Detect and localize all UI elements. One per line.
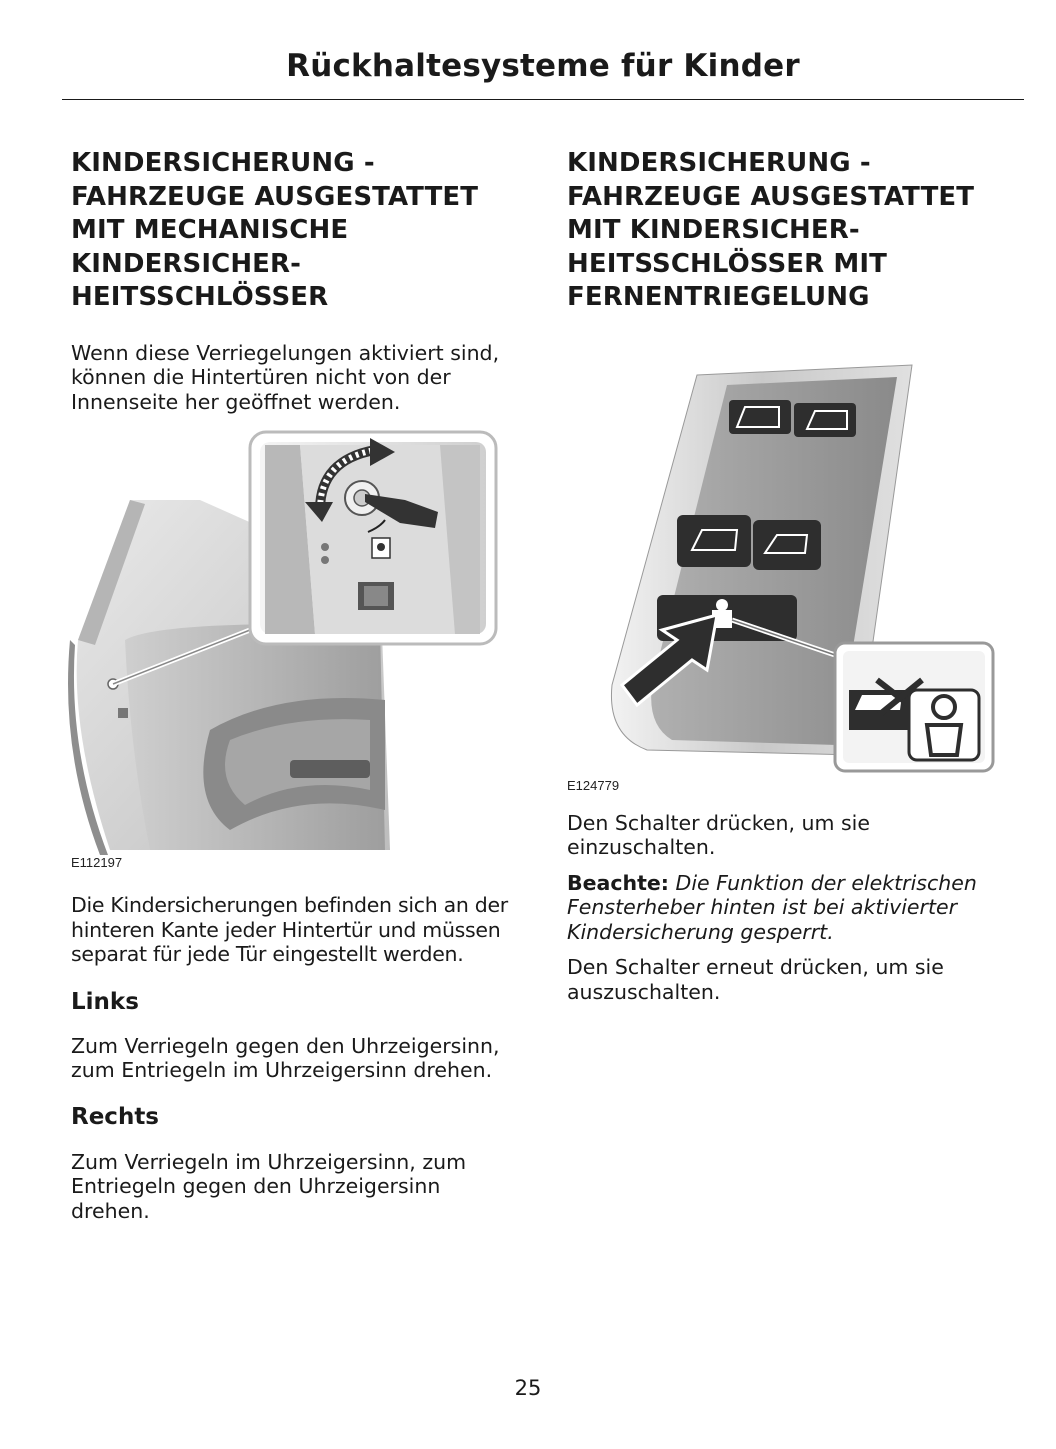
links-heading: Links xyxy=(71,988,139,1015)
press-off-paragraph xyxy=(567,955,1007,1004)
heading-line: KINDERSICHERUNG - xyxy=(567,148,871,178)
window-switch-illustration xyxy=(567,355,1007,785)
page-title: Rückhaltesysteme für Kinder xyxy=(286,48,800,84)
figure-id-label: E112197 xyxy=(71,855,123,871)
text-line: Den Schalter drücken, um sie xyxy=(567,810,870,835)
note-paragraph xyxy=(567,871,1007,945)
page-number: 25 xyxy=(514,1376,542,1400)
note-text: Kindersicherung gesperrt. xyxy=(567,919,834,944)
text-line: Wenn diese Verriegelungen aktiviert sind, xyxy=(71,340,500,365)
location-paragraph xyxy=(71,893,523,967)
links-paragraph xyxy=(71,1034,523,1083)
heading-line: MIT KINDERSICHER- xyxy=(567,215,860,246)
right-column xyxy=(567,147,1007,1004)
text-line: auszuschalten. xyxy=(567,979,721,1004)
text-line: Entriegeln gegen den Uhrzeigersinn drehen. xyxy=(71,1174,441,1223)
press-on-paragraph xyxy=(567,811,1007,860)
text-line: können die Hintertüren nicht von der xyxy=(71,365,451,390)
heading-line: FERNENTRIEGELUNG xyxy=(567,282,870,313)
window-switch-figure xyxy=(567,355,1007,795)
figure-id-label: E124779 xyxy=(567,777,620,793)
right-section-heading xyxy=(567,147,1007,315)
header-divider xyxy=(62,99,1024,100)
text-line: hinteren Kante jeder Hintertür und müssen xyxy=(71,917,501,942)
heading-line: FAHRZEUGE AUSGESTATTET xyxy=(71,181,479,212)
note-text: Die Funktion der elektrischen xyxy=(675,870,977,895)
heading-line: HEITSSCHLÖSSER xyxy=(71,282,329,313)
note-text: Fensterheber hinten ist bei aktivierter xyxy=(567,895,958,920)
rechts-paragraph xyxy=(71,1150,523,1224)
left-intro-paragraph xyxy=(71,341,523,415)
text-line: zum Entriegeln im Uhrzeigersinn drehen. xyxy=(71,1058,493,1083)
door-child-lock-figure xyxy=(0,430,500,871)
text-line: Die Kindersicherungen befinden sich an der xyxy=(71,893,508,918)
left-section-heading xyxy=(71,147,523,315)
text-line: Zum Verriegeln im Uhrzeigersinn, zum xyxy=(71,1149,467,1174)
text-line: Innenseite her geöffnet werden. xyxy=(71,389,401,414)
heading-line: HEITSSCHLÖSSER MIT xyxy=(567,248,887,279)
text-line: separat für jede Tür eingestellt werden. xyxy=(71,942,464,967)
note-label: Beachte: xyxy=(567,870,670,895)
heading-line: MIT MECHANISCHE xyxy=(71,215,349,246)
text-line: Den Schalter erneut drücken, um sie xyxy=(567,955,944,980)
heading-line: KINDERSICHERUNG - xyxy=(71,148,375,178)
door-child-lock-illustration xyxy=(0,430,500,865)
heading-line: FAHRZEUGE AUSGESTATTET xyxy=(567,181,975,212)
heading-line: KINDERSICHER- xyxy=(71,248,302,279)
text-line: einzuschalten. xyxy=(567,835,716,860)
rechts-heading: Rechts xyxy=(71,1103,160,1130)
text-line: Zum Verriegeln gegen den Uhrzeigersinn, xyxy=(71,1033,500,1058)
left-column xyxy=(71,147,523,1223)
